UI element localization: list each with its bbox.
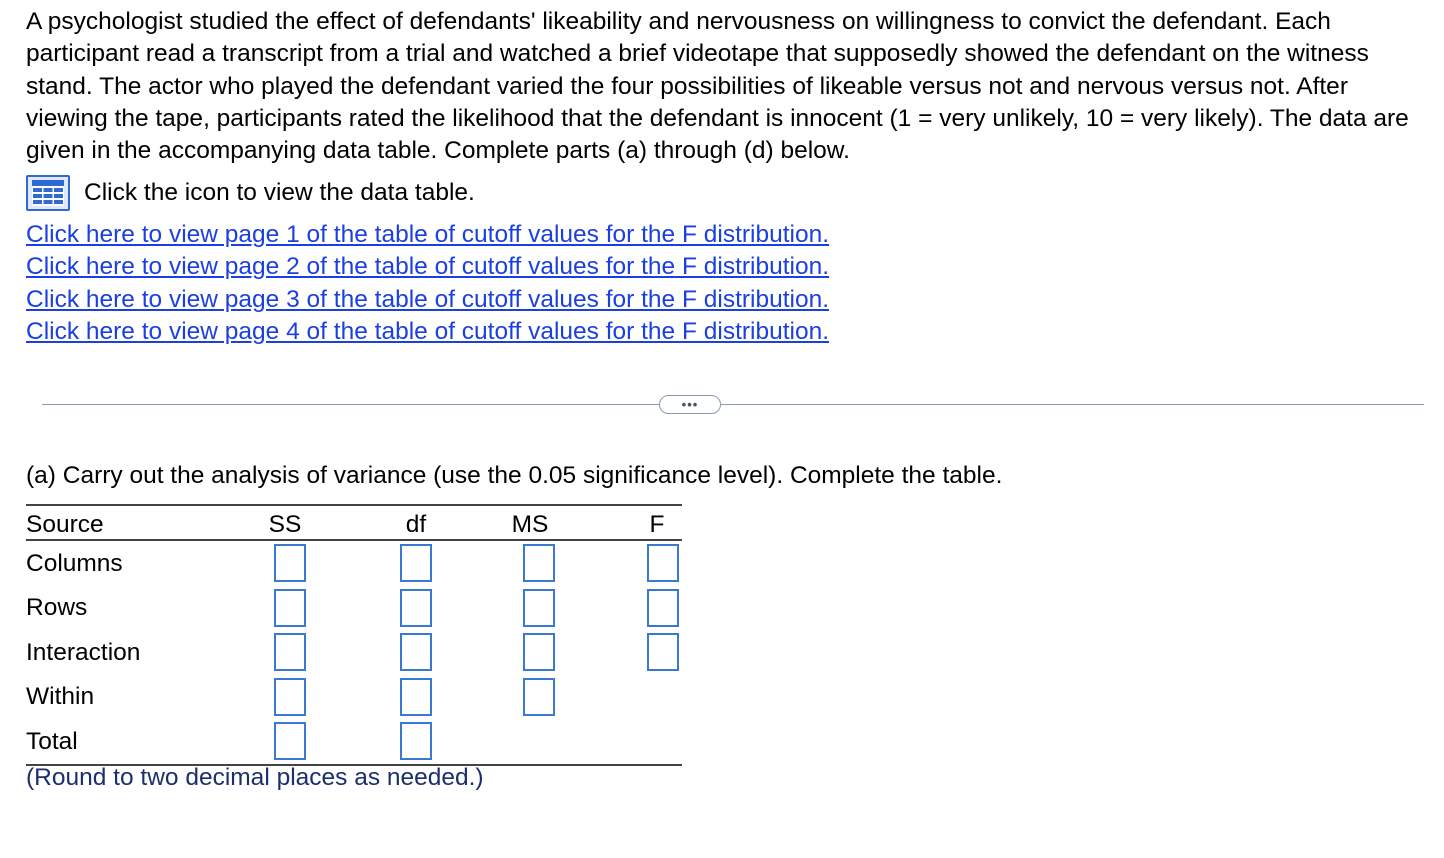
anova-table [26,504,682,766]
columns-df-input[interactable] [400,544,432,582]
row-label-columns: Columns [26,550,123,577]
cutoff-link-page-4[interactable]: Click here to view page 4 of the table of cutoff values for the F distribution. [26,317,830,345]
part-a-prompt: (a) Carry out the analysis of variance (use the 0.05 significance level). Complete the table. [26,462,1003,489]
column-header-df: df [405,511,427,538]
cutoff-link-page-3[interactable]: Click here to view page 3 of the table of cutoff values for the F distribution. [26,285,830,313]
data-table-label: Click the icon to view the data table. [84,179,475,206]
columns-ms-input[interactable] [523,544,555,582]
rows-df-input[interactable] [400,589,432,627]
table-grid-icon[interactable] [26,175,70,211]
rows-ms-input[interactable] [523,589,555,627]
row-label-within: Within [26,683,95,710]
interaction-ss-input[interactable] [274,633,306,671]
section-divider [42,404,1424,405]
cutoff-link-page-1[interactable]: Click here to view page 1 of the table of cutoff values for the F distribution. [26,221,830,248]
columns-ss-input[interactable] [274,544,306,582]
within-ss-input[interactable] [274,678,306,716]
data-table-row [26,174,475,212]
column-header-f: F [649,511,665,538]
interaction-f-input[interactable] [647,633,679,671]
expand-more-button[interactable]: ••• [659,395,721,414]
column-header-source: Source [26,511,104,538]
column-header-ms: MS [511,511,549,538]
header-rule [26,539,682,541]
row-label-rows: Rows [26,594,88,621]
total-ss-input[interactable] [274,722,306,760]
cutoff-links [26,219,829,348]
rows-ss-input[interactable] [274,589,306,627]
within-df-input[interactable] [400,678,432,716]
row-label-interaction: Interaction [26,639,141,666]
rounding-note: (Round to two decimal places as needed.) [26,764,484,791]
row-label-total: Total [26,728,78,755]
rows-f-input[interactable] [647,589,679,627]
total-df-input[interactable] [400,722,432,760]
problem-statement: A psychologist studied the effect of defendants' likeability and nervousness on willingness to convict the defendant. Each participant read a transcript from a trial and watched a brief videotape that supposedly showed the defendant on the witness stand. The actor who played the defendant varied the four possibilities of likeable versus not and nervous versus not. After viewing the tape, participants rated the likelihood that the defendant is innocent (1 = very unlikely, 10 = very likely). The data are given in the accompanying data table. Complete parts (a) through (d) below. [26,8,1409,165]
column-header-ss: SS [268,511,302,538]
interaction-ms-input[interactable] [523,633,555,671]
columns-f-input[interactable] [647,544,679,582]
cutoff-link-page-2[interactable]: Click here to view page 2 of the table of cutoff values for the F distribution. [26,253,830,281]
interaction-df-input[interactable] [400,633,432,671]
within-ms-input[interactable] [523,678,555,716]
